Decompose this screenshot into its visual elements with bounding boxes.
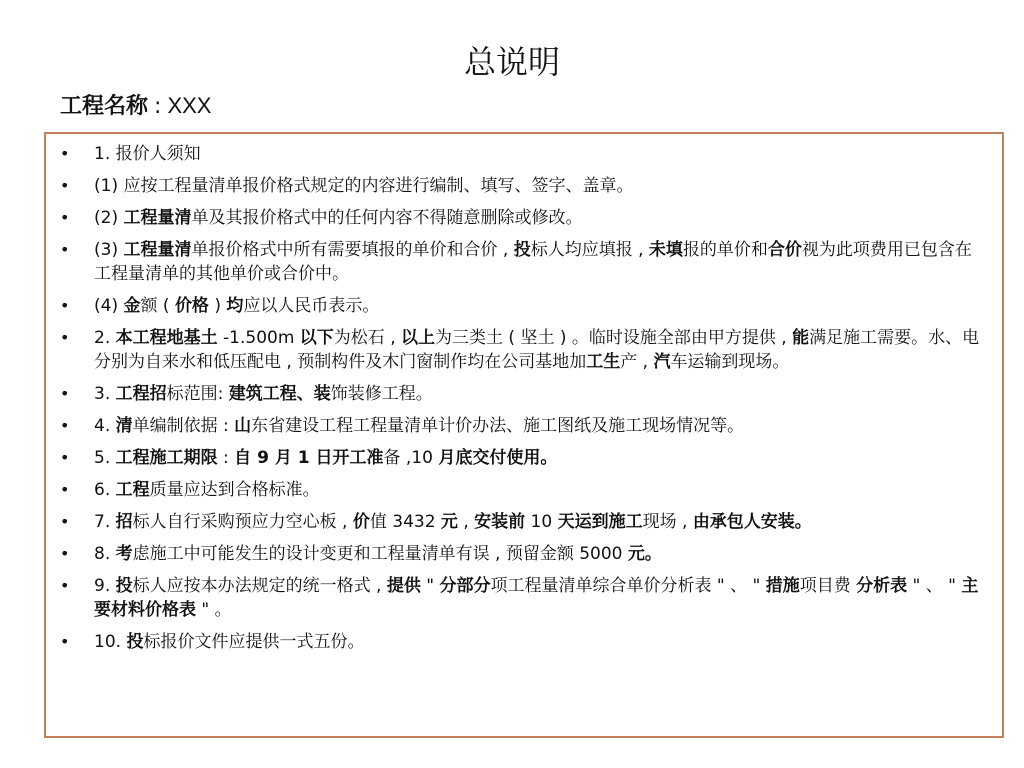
note-item <box>46 382 982 406</box>
note-text: 招 <box>115 512 133 532</box>
note-text: 报的单价和 <box>682 240 768 260</box>
note-text: 分部分 <box>439 576 491 596</box>
note-item <box>46 630 982 654</box>
note-text: 能 <box>792 328 810 348</box>
note-item <box>46 414 982 438</box>
note-text: 主要材料价格表 <box>94 576 979 620</box>
note-text: " <box>420 576 440 596</box>
note-text: 饰装修工程。 <box>330 384 433 404</box>
note-text: 本工程地基土 <box>115 328 218 348</box>
note-text: 单报价格式中所有需要填报的单价和合价 , <box>191 240 514 260</box>
note-item <box>46 326 982 374</box>
note-text: 由承包人安装。 <box>692 512 812 532</box>
note-text: 单及其报价格式中的任何内容不得随意删除或修改。 <box>191 208 583 228</box>
note-text: (1) 应按工程量清单报价格式规定的内容进行编制、填写、签字、盖章。 <box>94 176 634 196</box>
note-text: 山 <box>234 416 252 436</box>
note-item <box>46 574 982 622</box>
note-text: , <box>457 512 475 532</box>
note-text: 4. <box>94 416 116 436</box>
note-text: 10. <box>94 632 127 652</box>
note-item <box>46 542 982 566</box>
note-text: 价 <box>352 512 370 532</box>
note-text: 值 3432 <box>369 512 441 532</box>
note-text: 备 ,10 <box>383 448 439 468</box>
note-text: 为松石 , <box>333 328 402 348</box>
note-text: 标范围: <box>166 384 229 404</box>
page-title: 总说明 <box>463 43 560 81</box>
note-text: 视为此项费用已包含在工程量清单的其他单价或合价中。 <box>94 240 972 284</box>
note-text: 安装前 <box>474 512 526 532</box>
note-text: 项工程量清单综合单价分析表 " 、 " <box>490 576 766 596</box>
note-text: 车运输到现场。 <box>670 352 790 372</box>
note-text: 投 <box>115 576 133 596</box>
note-text: 5. <box>94 448 116 468</box>
note-text: 工程 <box>115 480 150 500</box>
note-text: 单编制依据 : <box>132 416 235 436</box>
note-text: (2) <box>94 208 124 228</box>
notes-list <box>46 134 1002 654</box>
note-text: 建筑工程、装 <box>228 384 331 404</box>
note-text: 项目费 <box>799 576 857 596</box>
note-text: 6. <box>94 480 116 500</box>
note-text: 满足施工需要。水、电分别为自来水和低压配电 , 预制构件及木门窗制作均在公司基地加 <box>94 328 980 372</box>
note-text: 以上 <box>401 328 436 348</box>
project-name-separator: : <box>154 94 162 119</box>
note-text: 标人自行采购预应力空心板 , <box>132 512 353 532</box>
note-text: 产 , <box>620 352 654 372</box>
note-item <box>46 238 982 286</box>
note-text: 以下 <box>299 328 334 348</box>
note-text: 工程施工期限 <box>115 448 218 468</box>
note-text: 清 <box>115 416 133 436</box>
note-item <box>46 142 982 166</box>
note-text: 标人均应填报 , <box>530 240 649 260</box>
project-name-line <box>60 90 211 123</box>
note-text: 分析表 <box>856 576 908 596</box>
project-name-value: XXX <box>167 93 212 118</box>
note-text: 应以人民币表示。 <box>243 296 380 316</box>
note-text: 虑施工中可能发生的设计变更和工程量清单有误 , 预留金额 5000 <box>132 544 628 564</box>
note-text: 投 <box>126 632 144 652</box>
note-text: 元。 <box>627 544 662 564</box>
note-text: 标报价文件应提供一式五份。 <box>143 632 365 652</box>
note-text: 提供 <box>386 576 421 596</box>
note-text: 工程招 <box>115 384 167 404</box>
note-text: 额 ( <box>140 296 175 316</box>
note-text: 9. <box>94 576 116 596</box>
note-text: (4) <box>94 296 124 316</box>
note-item <box>46 510 982 534</box>
note-text: : <box>217 448 235 468</box>
note-item <box>46 206 982 230</box>
note-text: " 。 <box>196 600 232 620</box>
note-text: 金 <box>123 296 141 316</box>
note-text: 投 <box>513 240 531 260</box>
note-text: 汽 <box>653 352 671 372</box>
note-text: (3) <box>94 240 124 260</box>
note-item <box>46 446 982 470</box>
note-text: 考 <box>115 544 133 564</box>
note-text: 措施 <box>765 576 800 596</box>
note-text: 8. <box>94 544 116 564</box>
note-item <box>46 174 982 198</box>
note-text: 标人应按本办法规定的统一格式 , <box>132 576 387 596</box>
note-text: 3. <box>94 384 116 404</box>
note-text: 工程量清 <box>123 208 192 228</box>
note-text: 自 9 月 1 日开工准 <box>234 448 384 468</box>
note-text: 现场 , <box>642 512 693 532</box>
note-text: -1.500m <box>217 328 300 348</box>
note-text: 元 <box>440 512 458 532</box>
note-text: 工程量清 <box>123 240 192 260</box>
note-text: 天运到施工 <box>557 512 643 532</box>
note-text: ) <box>208 296 227 316</box>
note-item <box>46 478 982 502</box>
note-text: 价格 <box>174 296 209 316</box>
note-text: 2. <box>94 328 116 348</box>
note-text: 为三类土 ( 坚土 ) 。临时设施全部由甲方提供 , <box>435 328 793 348</box>
note-text: 1. 报价人须知 <box>94 144 201 164</box>
note-text: 10 <box>525 512 558 532</box>
note-text: " 、 " <box>907 576 962 596</box>
note-text: 未填 <box>648 240 683 260</box>
note-text: 合价 <box>767 240 802 260</box>
project-name-label: 工程名称 <box>60 94 149 119</box>
note-text: 均 <box>226 296 244 316</box>
notes-box <box>44 132 1004 738</box>
note-text: 质量应达到合格标准。 <box>149 480 320 500</box>
note-text: 7. <box>94 512 116 532</box>
note-text: 东省建设工程工程量清单计价办法、施工图纸及施工现场情况等。 <box>251 416 745 436</box>
note-text: 月底交付使用。 <box>438 448 558 468</box>
note-text: 工生 <box>586 352 621 372</box>
note-item <box>46 294 982 318</box>
